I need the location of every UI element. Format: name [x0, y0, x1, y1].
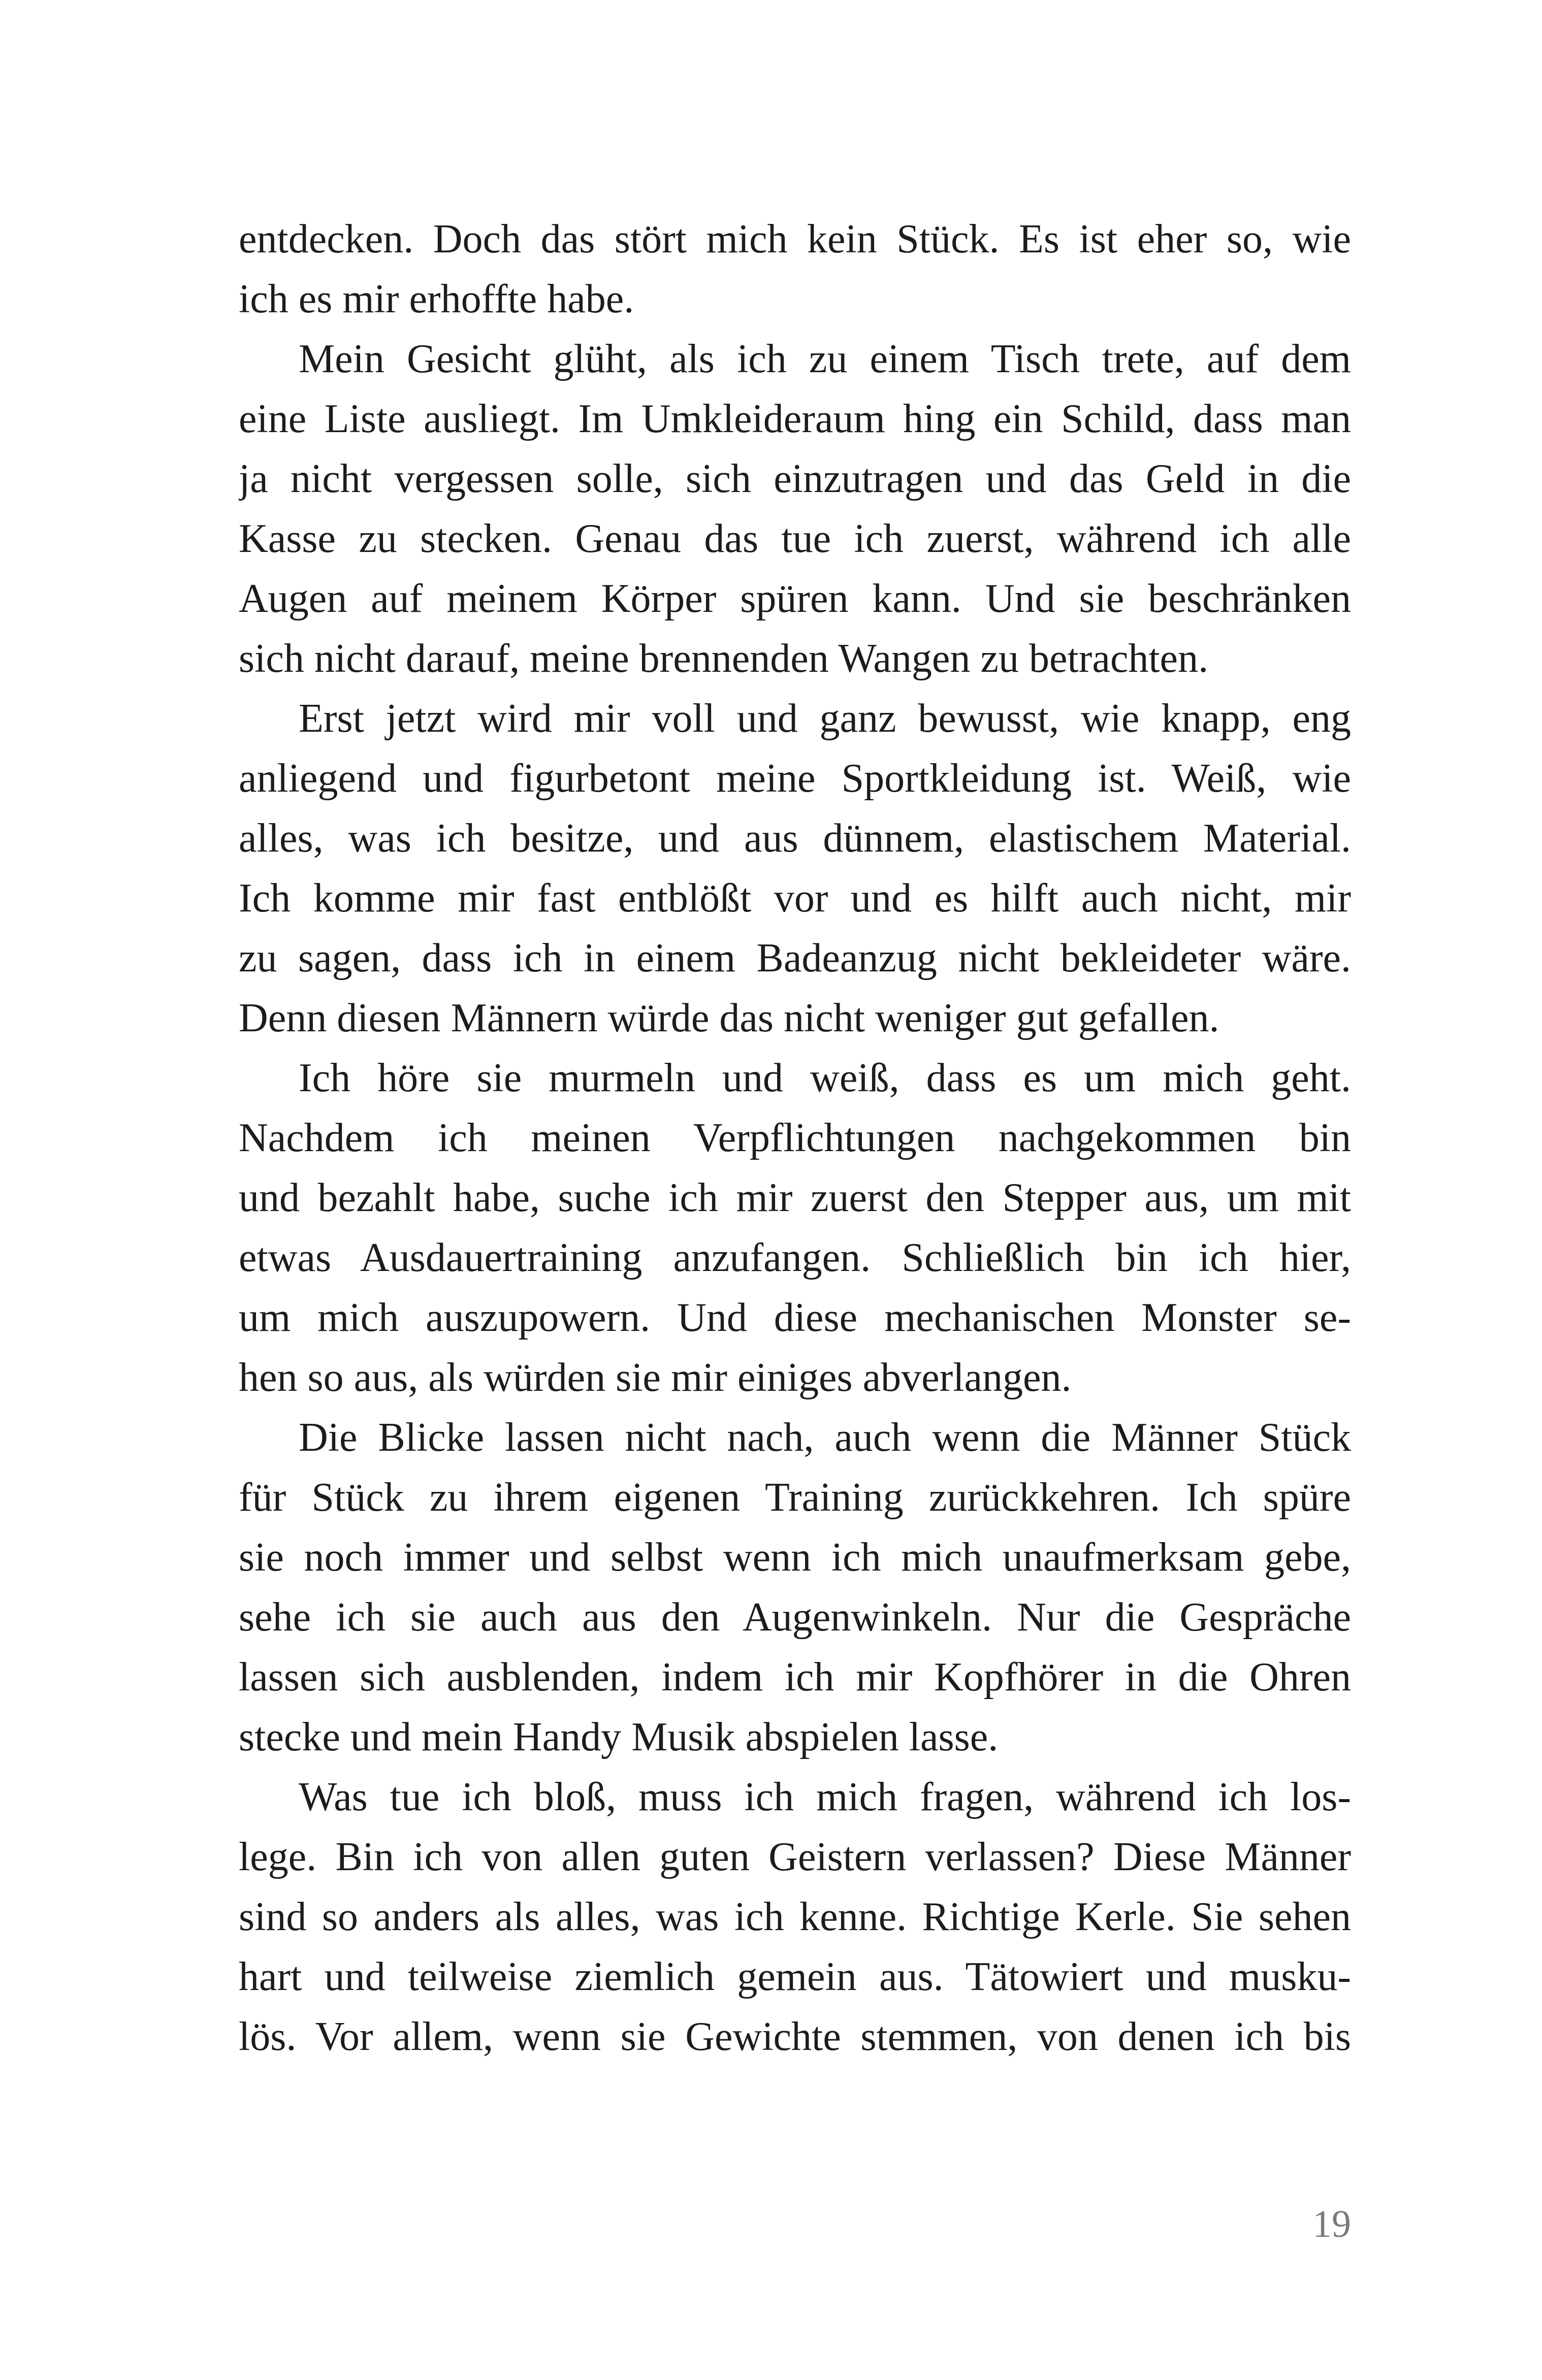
text-line: lassen sich ausblenden, indem ich mir Kopfhörer in die Ohren: [239, 1655, 1351, 1700]
text-line: lege. Bin ich von allen guten Geistern verlassen? Diese Männer: [239, 1835, 1351, 1879]
text-line: sie noch immer und selbst wenn ich mich unaufmerksam gebe,: [239, 1535, 1351, 1580]
page-number: 19: [1312, 2203, 1351, 2245]
text-line: sich nicht darauf, meine brennenden Wangen zu betrachten.: [239, 636, 1209, 681]
text-line: ja nicht vergessen solle, sich einzutragen und das Geld in die: [239, 457, 1351, 501]
text-line: Nachdem ich meinen Verpflichtungen nachgekommen bin: [239, 1116, 1351, 1160]
text-line: stecke und mein Handy Musik abspielen lasse.: [239, 1715, 999, 1759]
text-line: Kasse zu stecken. Genau das tue ich zuerst, während ich alle: [239, 516, 1351, 561]
text-line: hen so aus, als würden sie mir einiges abverlangen.: [239, 1355, 1072, 1400]
text-line: Erst jetzt wird mir voll und ganz bewusst, wie knapp, eng: [299, 696, 1351, 741]
text-line: alles, was ich besitze, und aus dünnem, elastischem Material.: [239, 816, 1351, 861]
text-line: sehe ich sie auch aus den Augenwinkeln. Nur die Gespräche: [239, 1595, 1351, 1640]
text-line: und bezahlt habe, suche ich mir zuerst den Stepper aus, um mit: [239, 1176, 1351, 1220]
text-line: etwas Ausdauertraining anzufangen. Schließlich bin ich hier,: [239, 1235, 1351, 1280]
text-line: Was tue ich bloß, muss ich mich fragen, während ich los-: [299, 1775, 1351, 1819]
text-line: Denn diesen Männern würde das nicht weniger gut gefallen.: [239, 996, 1219, 1040]
text-line: hart und teilweise ziemlich gemein aus. Tätowiert und musku-: [239, 1954, 1351, 1999]
text-line: um mich auszupowern. Und diese mechanischen Monster se-: [239, 1295, 1351, 1340]
text-line: sind so anders als alles, was ich kenne. Richtige Kerle. Sie sehen: [239, 1895, 1351, 1939]
text-line: lös. Vor allem, wenn sie Gewichte stemmen, von denen ich bis: [239, 2014, 1351, 2059]
text-line: Die Blicke lassen nicht nach, auch wenn die Männer Stück: [299, 1415, 1351, 1460]
text-line: entdecken. Doch das stört mich kein Stück. Es ist eher so, wie: [239, 217, 1351, 262]
text-line: anliegend und figurbetont meine Sportkleidung ist. Weiß, wie: [239, 756, 1351, 801]
text-line: Mein Gesicht glüht, als ich zu einem Tisch trete, auf dem: [299, 337, 1351, 381]
text-line: eine Liste ausliegt. Im Umkleideraum hing ein Schild, dass man: [239, 397, 1351, 441]
text-line: Ich höre sie murmeln und weiß, dass es um mich geht.: [299, 1056, 1351, 1100]
text-line: Ich komme mir fast entblößt vor und es hilft auch nicht, mir: [239, 876, 1351, 921]
text-line: Augen auf meinem Körper spüren kann. Und sie beschränken: [239, 576, 1351, 621]
text-line: zu sagen, dass ich in einem Badeanzug nicht bekleideter wäre.: [239, 936, 1351, 981]
text-line: für Stück zu ihrem eigenen Training zurückkehren. Ich spüre: [239, 1475, 1351, 1520]
text-line: ich es mir erhoffte habe.: [239, 277, 634, 321]
